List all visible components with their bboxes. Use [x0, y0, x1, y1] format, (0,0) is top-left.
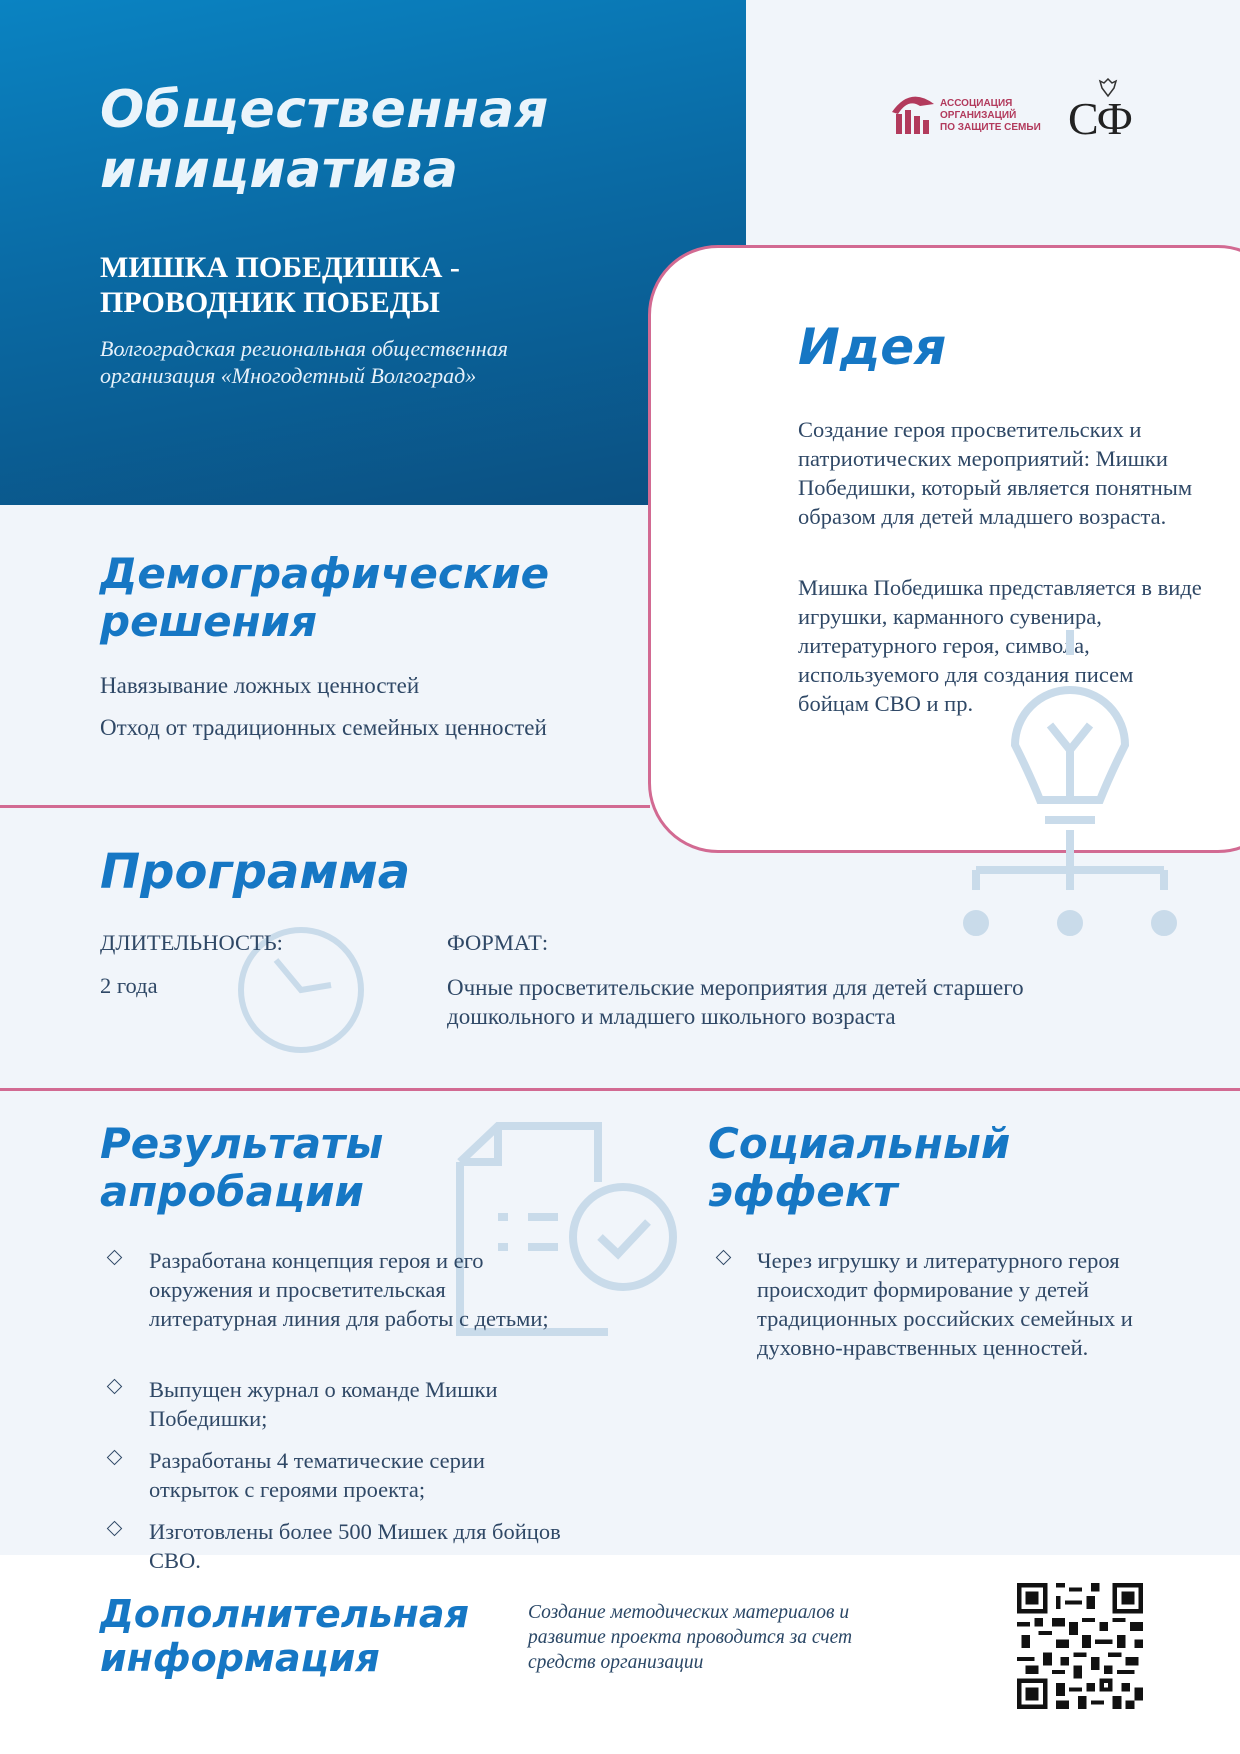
bullet-icon: [107, 1450, 123, 1466]
bullet-icon: [716, 1250, 732, 1266]
additional-info-heading: [100, 1592, 469, 1680]
results-item: Разработаны 4 тематические серии открыток с героями проекта;: [149, 1448, 485, 1502]
association-logo-text: [940, 98, 1050, 134]
results-item: Изготовлены более 500 Мишек для бойцов СВО.: [149, 1519, 561, 1573]
association-line-2: ОРГАНИЗАЦИЙ: [940, 110, 1017, 121]
format-value-line-2: дошкольного и младшего школьного возраста: [447, 1004, 896, 1029]
project-title-line-2: ПРОВОДНИК ПОБЕДЫ: [100, 286, 440, 319]
results-heading-line-2: апробации: [100, 1167, 364, 1216]
funding-note: Создание методических материалов и развитие проекта проводится за счет средств организации: [528, 1602, 853, 1673]
title-line-2: инициатива: [100, 140, 459, 200]
association-line-1: АССОЦИАЦИЯ: [940, 98, 1013, 109]
project-title: [100, 250, 660, 320]
demography-item: Навязывание ложных ценностей: [100, 673, 420, 698]
federation-council-logo: СФ: [1068, 93, 1132, 144]
title-line-1: Общественная: [100, 80, 549, 140]
results-item: Разработана концепция героя и его окружения и просветительская литературная линия для работы с детьми;: [149, 1248, 549, 1331]
idea-heading: Идея: [798, 318, 947, 376]
results-item: Выпущен журнал о команде Мишки Победишки;: [149, 1377, 498, 1431]
idea-paragraph-2: Мишка Победишка представляется в виде игрушки, карманного сувенира, литературного героя, символа, используемого для создания писем бойцам СВО и пр.: [798, 575, 1202, 716]
results-heading-line-1: Результаты: [100, 1119, 384, 1168]
social-heading-line-1: Социальный: [708, 1119, 1011, 1168]
divider: [0, 1088, 1240, 1091]
additional-info-heading-line-2: информация: [100, 1636, 380, 1680]
demography-heading-line-2: решения: [100, 597, 318, 646]
social-heading: [708, 1120, 1010, 1216]
demography-item: Отход от традиционных семейных ценностей: [100, 715, 547, 740]
demography-heading: [100, 550, 549, 646]
bullet-icon: [107, 1379, 123, 1395]
social-item: Через игрушку и литературного героя происходит формирование у детей традиционных российских семейных и духовно-нравственных ценностей.: [757, 1248, 1133, 1360]
lightbulb-icon: [960, 625, 1180, 945]
format-value: [447, 973, 1167, 1031]
org-line-2: организация «Многодетный Волгоград»: [100, 363, 477, 388]
association-logo-icon: [890, 86, 936, 138]
program-heading: Программа: [100, 844, 411, 900]
project-title-line-1: МИШКА ПОБЕДИШКА -: [100, 251, 460, 284]
organization-name: [100, 335, 700, 389]
qr-code-icon[interactable]: [1017, 1583, 1143, 1709]
duration-label: ДЛИТЕЛЬНОСТЬ:: [100, 930, 283, 955]
format-value-line-1: Очные просветительские мероприятия для детей старшего: [447, 975, 1024, 1000]
demography-heading-line-1: Демографические: [100, 549, 550, 598]
social-heading-line-2: эффект: [708, 1167, 898, 1216]
bullet-icon: [107, 1521, 123, 1537]
bullet-icon: [107, 1250, 123, 1266]
results-heading: [100, 1120, 383, 1216]
association-line-3: ПО ЗАЩИТЕ СЕМЬИ: [940, 122, 1041, 133]
page-title: [100, 80, 700, 200]
format-label: ФОРМАТ:: [447, 930, 549, 955]
duration-value: 2 года: [100, 973, 158, 998]
divider: [0, 805, 650, 808]
idea-paragraph-1: Создание героя просветительских и патриотических мероприятий: Мишки Победишки, который является понятным образом для детей младшего возраста.: [798, 417, 1193, 529]
org-line-1: Волгоградская региональная общественная: [100, 336, 508, 361]
additional-info-heading-line-1: Дополнительная: [100, 1592, 469, 1636]
